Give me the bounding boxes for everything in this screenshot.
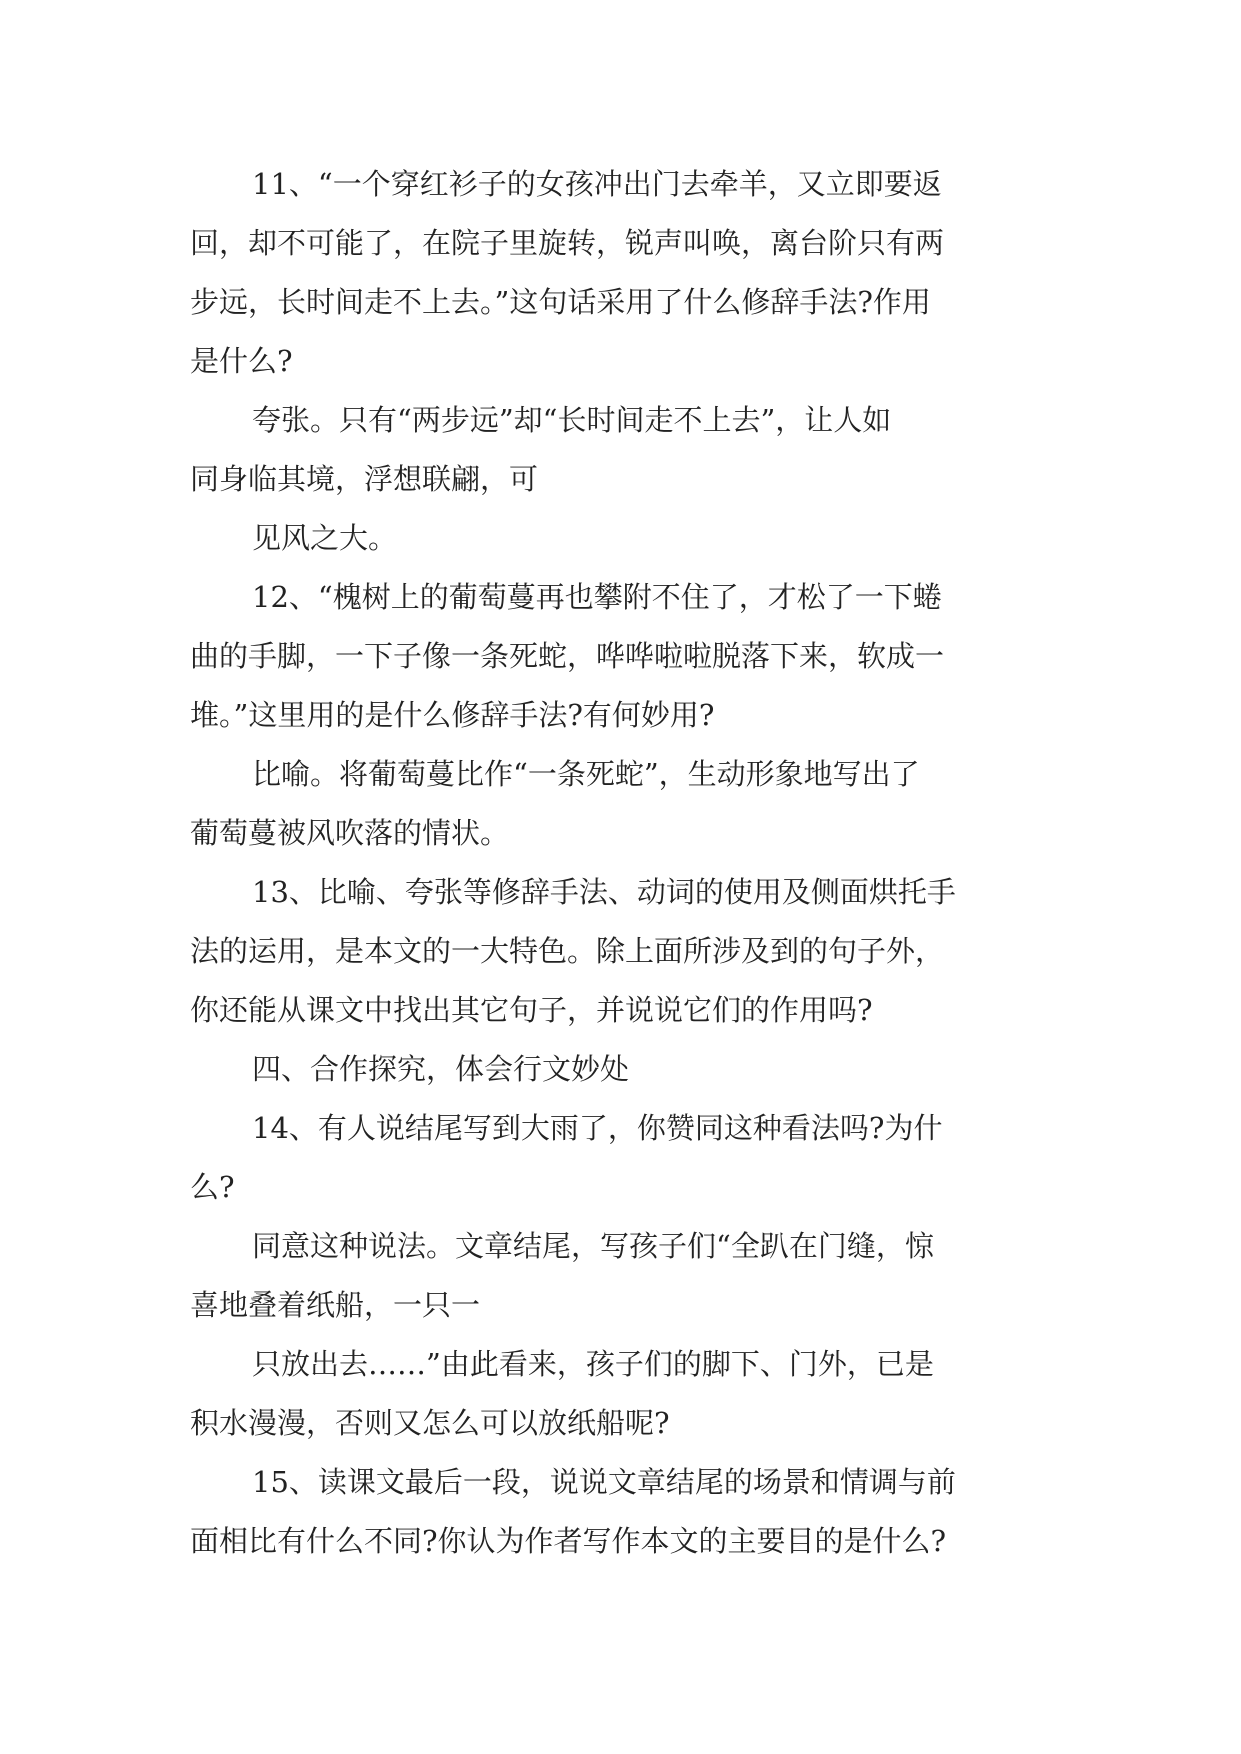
paragraph-q15 — [190, 1453, 1070, 1571]
paragraph-a14 — [190, 1217, 1070, 1335]
text-line: 葡萄蔓被风吹落的情状。 — [190, 816, 510, 850]
text-line: 堆。”这里用的是什么修辞手法?有何妙用? — [190, 698, 715, 732]
text-line: 同意这种说法。文章结尾，写孩子们“全趴在门缝，惊 — [252, 1229, 934, 1263]
paragraph-a14-cont — [190, 1335, 1070, 1453]
text-line: 积水漫漫，否则又怎么可以放纸船呢? — [190, 1406, 670, 1440]
text-line: 只放出去……”由此看来，孩子们的脚下、门外，已是 — [252, 1347, 934, 1381]
text-line: 同身临其境，浮想联翩，可 — [190, 462, 539, 496]
paragraph-a11-cont — [190, 509, 1070, 568]
text-line: 见风之大。 — [252, 521, 398, 555]
paragraph-q11 — [190, 155, 1070, 391]
paragraph-q13 — [190, 863, 1070, 1040]
text-line: 是什么? — [190, 344, 293, 378]
text-line: 比喻。将葡萄蔓比作“一条死蛇”，生动形象地写出了 — [252, 757, 920, 791]
text-line: 11、“一个穿红衫子的女孩冲出门去牵羊，又立即要返 — [252, 167, 942, 201]
text-line: 面相比有什么不同?你认为作者写作本文的主要目的是什么? — [190, 1524, 947, 1558]
text-line: 法的运用，是本文的一大特色。除上面所涉及到的句子外， — [190, 934, 945, 968]
text-line: 四、合作探究，体会行文妙处 — [252, 1052, 630, 1086]
text-line: 13、比喻、夸张等修辞手法、动词的使用及侧面烘托手 — [252, 875, 956, 909]
text-line: 喜地叠着纸船，一只一 — [190, 1288, 481, 1322]
text-line: 12、“槐树上的葡萄蔓再也攀附不住了，才松了一下蜷 — [252, 580, 942, 614]
text-line: 夸张。只有“两步远”却“长时间走不上去”，让人如 — [252, 403, 892, 437]
document-body — [190, 155, 1070, 1571]
text-line: 你还能从课文中找出其它句子，并说说它们的作用吗? — [190, 993, 873, 1027]
paragraph-a12 — [190, 745, 1070, 863]
paragraph-q14 — [190, 1099, 1070, 1217]
paragraph-q12 — [190, 568, 1070, 745]
text-line: 步远，长时间走不上去。”这句话采用了什么修辞手法?作用 — [190, 285, 931, 319]
paragraph-section4 — [190, 1040, 1070, 1099]
text-line: 回，却不可能了，在院子里旋转，锐声叫唤，离台阶只有两 — [190, 226, 945, 260]
text-line: 15、读课文最后一段，说说文章结尾的场景和情调与前 — [252, 1465, 956, 1499]
text-line: 么? — [190, 1170, 235, 1204]
paragraph-a11 — [190, 391, 1070, 509]
text-line: 14、有人说结尾写到大雨了，你赞同这种看法吗?为什 — [252, 1111, 943, 1145]
text-line: 曲的手脚，一下子像一条死蛇，哗哗啦啦脱落下来，软成一 — [190, 639, 945, 673]
